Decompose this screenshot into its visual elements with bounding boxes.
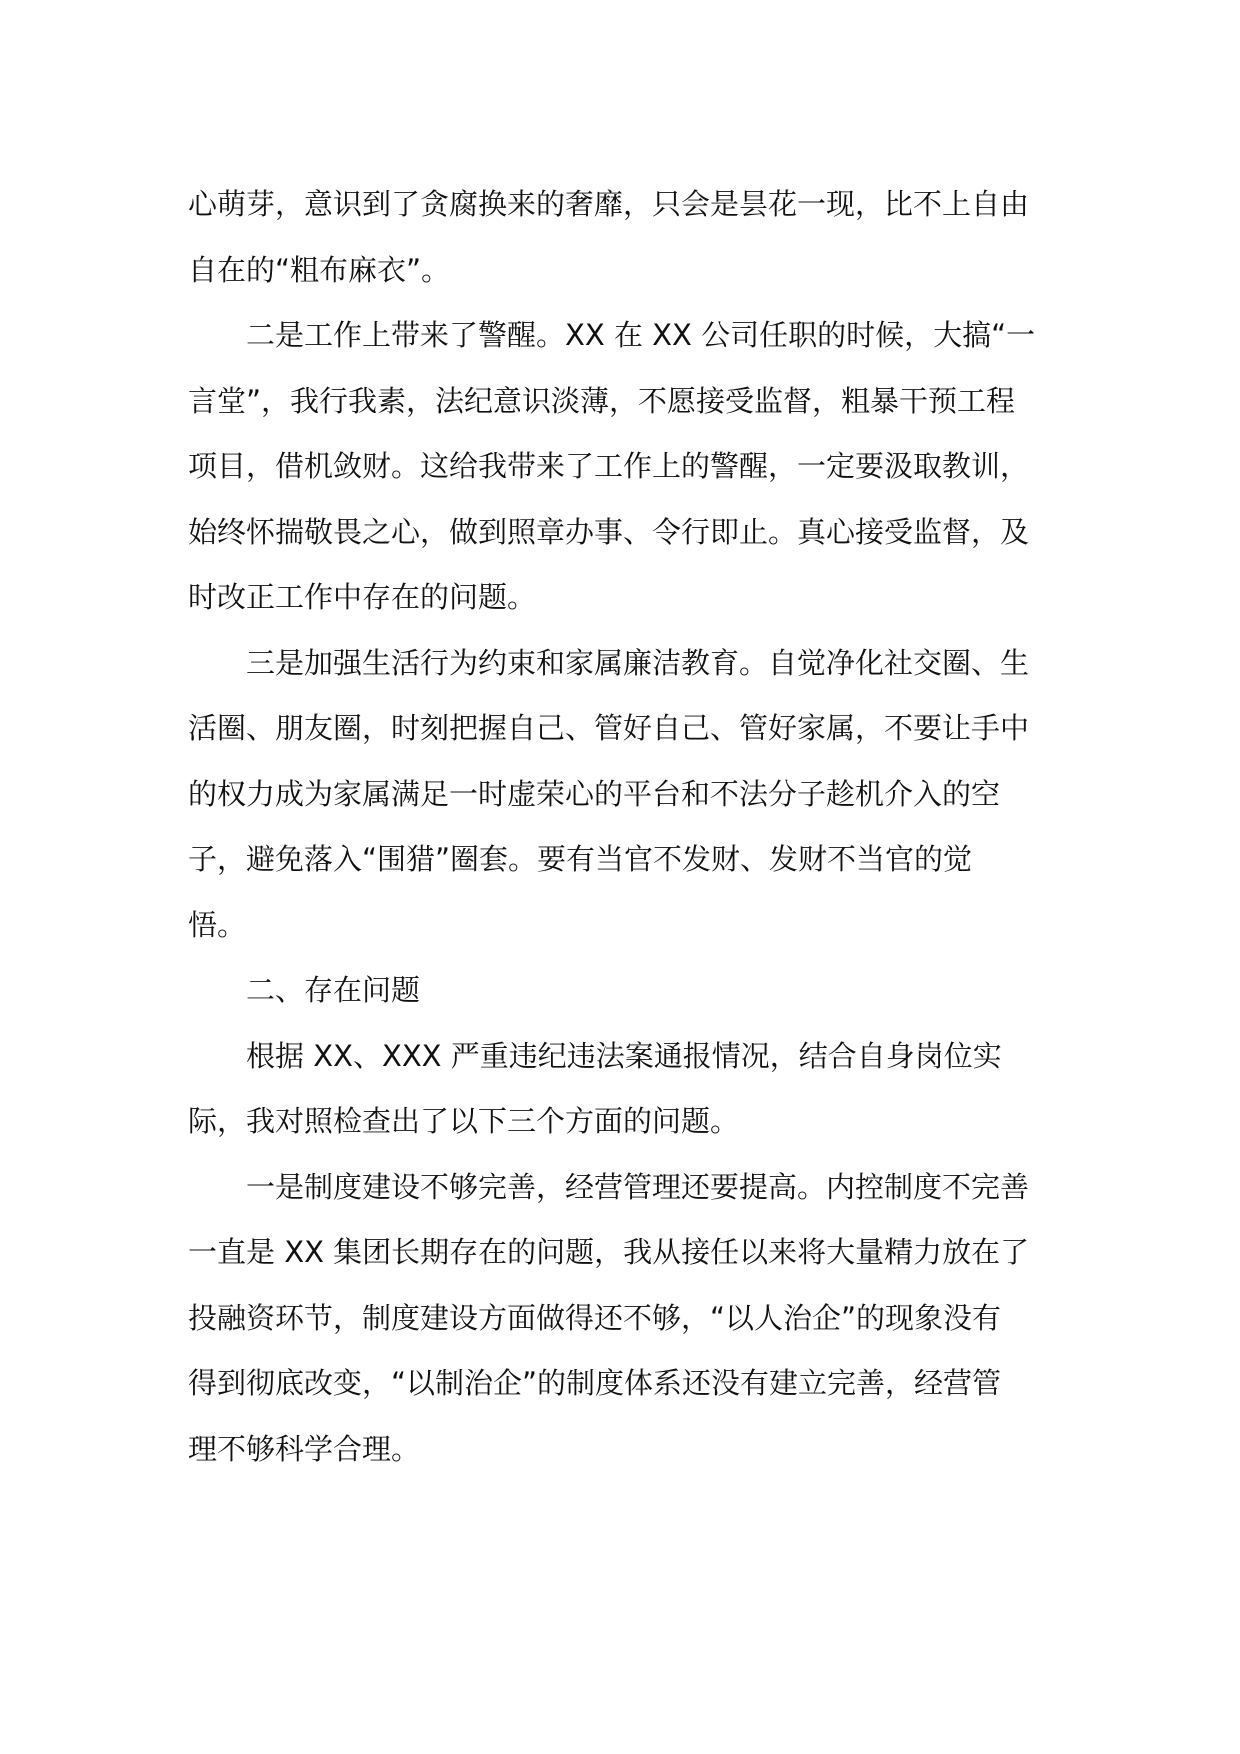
text-line: 一是制度建设不够完善，经营管理还要提高。内控制度不完善 (246, 1169, 1030, 1204)
paragraph-system-building (188, 1155, 1052, 1483)
text-line: 时改正工作中存在的问题。 (188, 580, 537, 614)
text-line: 二是工作上带来了警醒。XX 在 XX 公司任职的时候，大搞“一 (246, 318, 1036, 352)
paragraph-intro-problems (188, 1024, 1052, 1155)
section-heading: 二、存在问题 (246, 973, 421, 1007)
text-line: 子，避免落入“围猎”圈套。要有当官不发财、发财不当官的觉 (188, 842, 973, 876)
text-line: 始终怀揣敬畏之心，做到照章办事、令行即止。真心接受监督，及 (188, 514, 1030, 549)
text-line: 理不够科学合理。 (188, 1431, 421, 1466)
paragraph-continuation (188, 172, 1052, 303)
paragraph-work-warning (188, 303, 1052, 631)
text-line: 投融资环节，制度建设方面做得还不够，“以人治企”的现象没有 (188, 1300, 1002, 1335)
text-line: 悟。 (188, 907, 247, 942)
text-line: 项目，借机敛财。这给我带来了工作上的警醒，一定要汲取教训， (188, 449, 1030, 483)
text-line: 活圈、朋友圈，时刻把握自己、管好自己、管好家属，不要让手中 (188, 711, 1030, 745)
section-heading-problems (188, 958, 1052, 1024)
text-line: 三是加强生活行为约束和家属廉洁教育。自觉净化社交圈、生 (246, 645, 1030, 680)
text-line: 言堂”，我行我素，法纪意识淡薄，不愿接受监督，粗暴干预工程 (188, 383, 1016, 418)
text-line: 心萌芽，意识到了贪腐换来的奢靡，只会是昙花一现，比不上自由 (188, 187, 1030, 221)
paragraph-life-conduct (188, 631, 1052, 959)
document-body (188, 172, 1052, 1482)
text-line: 得到彻底改变，“以制治企”的制度体系还没有建立完善，经营管 (188, 1366, 1002, 1400)
text-line: 自在的“粗布麻衣”。 (188, 252, 451, 287)
text-line: 的权力成为家属满足一时虚荣心的平台和不法分子趁机介入的空 (188, 776, 1001, 811)
text-line: 一直是 XX 集团长期存在的问题，我从接任以来将大量精力放在了 (188, 1235, 1030, 1269)
text-line: 际，我对照检查出了以下三个方面的问题。 (188, 1104, 740, 1138)
text-line: 根据 XX、XXX 严重违纪违法案通报情况，结合自身岗位实 (246, 1038, 1002, 1073)
